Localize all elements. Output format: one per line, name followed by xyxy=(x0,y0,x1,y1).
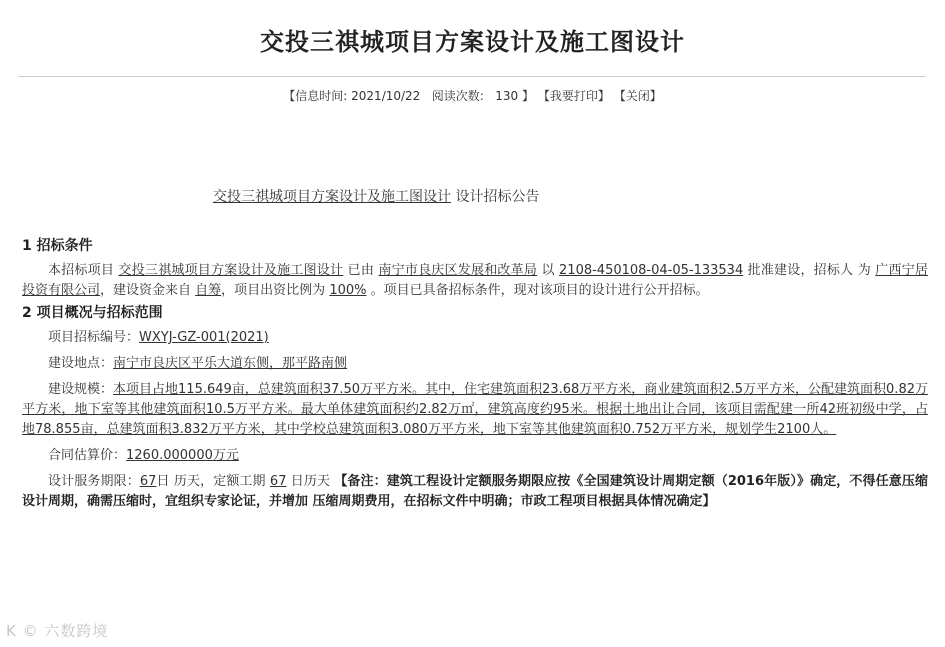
text: 批准建设，招标人 为 xyxy=(743,263,876,278)
quota-value: 67 xyxy=(269,474,287,489)
text: ，项目出资比例为 xyxy=(221,283,330,298)
project-code-line xyxy=(22,328,928,348)
watermark: K © 六数跨境 xyxy=(6,622,109,640)
project-code: WXYJ-GZ-001(2021) xyxy=(139,330,269,345)
page-title: 交投三祺城项目方案设计及施工图设计 xyxy=(260,28,685,56)
text: 日 历天，定额工期 xyxy=(156,474,270,489)
scale-value: 本项目占地115.649亩，总建筑面积37.50万平方米。其中，住宅建筑面积23.68万平方米，商业建筑面积2.5万平方米，公配建筑面积0.82万平方米，地下室等其他建筑面积10.5万平方米。最大单体建筑面积约2.82万㎡，建筑高度约95米。根据土地出让合同，该项目需配建一所42班初级中学，占地78.855亩，总建筑面积3.832万平方米，其中学校总建筑面积3.080万平方米，地下室等其他建筑面积0.752万平方米，规划学生2100人。 xyxy=(22,382,928,437)
section-heading-project-overview: 2 项目概况与招标范围 xyxy=(22,305,163,321)
tenderer: 广西宁居投资有限公司 xyxy=(22,263,928,298)
scale-line xyxy=(22,380,928,440)
approver: 南宁市良庆区发展和改革局 xyxy=(378,263,538,278)
info-date: 2021/10/22 xyxy=(351,89,421,103)
text: 本招标项目 xyxy=(48,263,119,278)
location-line xyxy=(22,354,928,374)
label: 建设地点： xyxy=(48,356,114,371)
notice-subtitle xyxy=(213,186,539,206)
price-value: 1260.000000万元 xyxy=(126,448,239,463)
fund-ratio: 100% xyxy=(329,283,367,298)
close-link[interactable]: 【关闭】 xyxy=(613,89,662,103)
text: 已由 xyxy=(343,263,379,278)
text: 。项目已具备招标条件，现对该项目的设计进行公开招标。 xyxy=(366,283,709,298)
info-bar xyxy=(0,87,945,104)
price-line xyxy=(22,446,928,466)
location-value: 南宁市良庆区平乐大道东侧，那平路南侧 xyxy=(113,356,348,371)
fund-source: 自筹 xyxy=(195,283,222,298)
notice-body xyxy=(22,236,928,512)
text: 日历天 xyxy=(286,474,335,489)
label: 建设规模： xyxy=(48,382,114,397)
approval-number: 2108-450108-04-05-133534 xyxy=(559,263,744,278)
info-time-open: 【信息时间: xyxy=(283,89,348,103)
title-divider xyxy=(18,76,926,77)
text: ，建设资金来自 xyxy=(100,283,196,298)
subtitle-suffix: 设计招标公告 xyxy=(451,189,540,205)
label: 设计服务期限： xyxy=(48,474,140,489)
views-count: 130 xyxy=(495,89,519,103)
views-label: 阅读次数: xyxy=(431,89,484,103)
project-name: 交投三祺城项目方案设计及施工图设计 xyxy=(118,263,344,278)
subtitle-project: 交投三祺城项目方案设计及施工图设计 xyxy=(213,189,451,205)
label: 合同估算价： xyxy=(48,448,127,463)
bidding-conditions-paragraph xyxy=(22,261,928,301)
period-value: 67 xyxy=(139,474,157,489)
text: 以 xyxy=(537,263,560,278)
service-period-line xyxy=(22,472,928,512)
period-note: 【备注：建筑工程设计定额服务期限应按《全国建筑设计周期定额（2016年版）》确定，不得任意压缩设计周期，确需压缩时，宜组织专家论证，并增加 压缩周期费用，在招标文件中明确；市政工程项目根据具体情况确定】 xyxy=(22,474,929,509)
section-heading-bidding-conditions: 1 招标条件 xyxy=(22,238,93,254)
info-time-close: 】 xyxy=(522,89,535,103)
print-link[interactable]: 【我要打印】 xyxy=(537,89,610,103)
label: 项目招标编号： xyxy=(48,330,140,345)
